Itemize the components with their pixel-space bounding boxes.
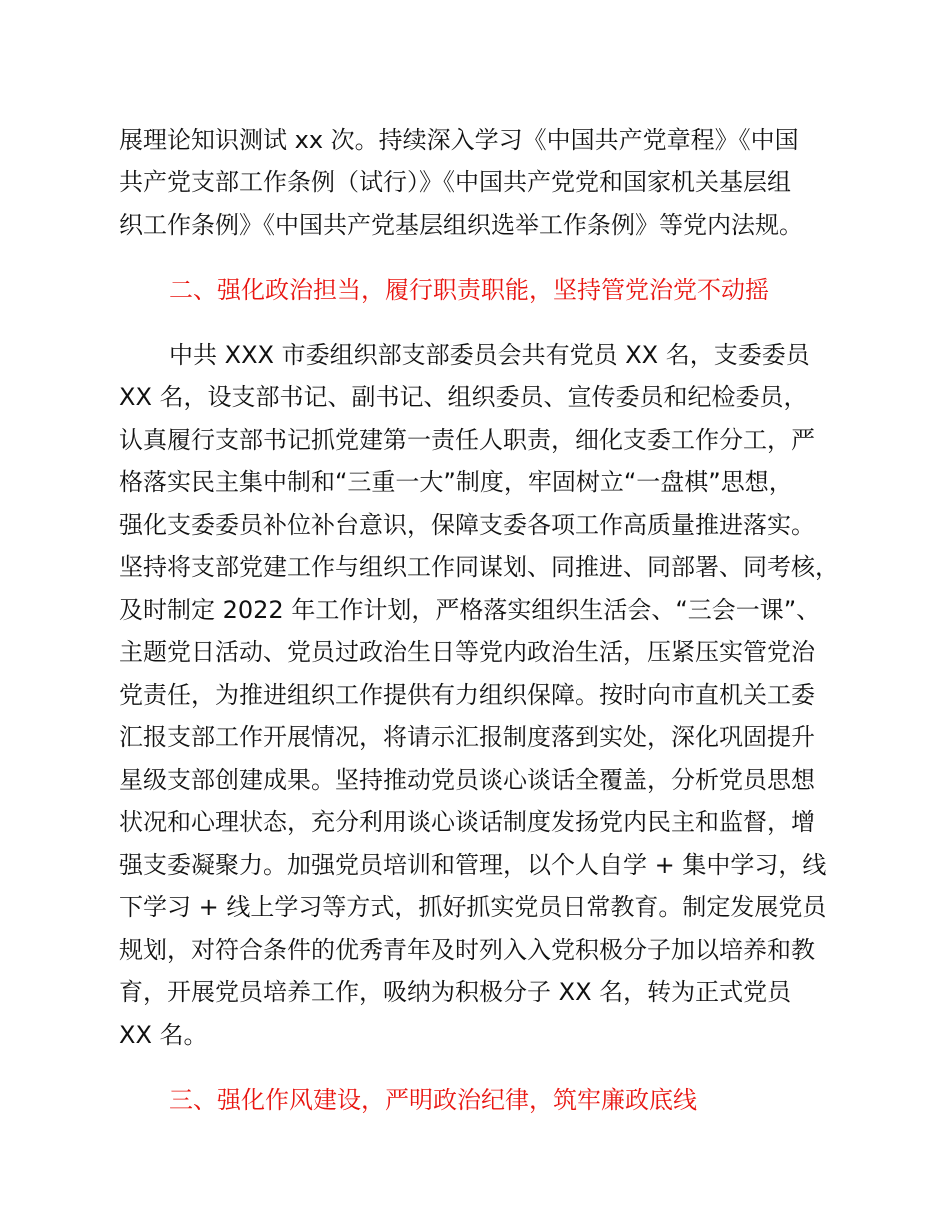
para2-line-13: 强支委凝聚力。加强党员培训和管理，以个人自学 + 集中学习，线 — [119, 851, 827, 879]
para2-line-11: 星级支部创建成果。坚持推动党员谈心谈话全覆盖，分析党员思想 — [119, 766, 815, 794]
para1-line-2: 共产党支部工作条例（试行）》《中国共产党党和国家机关基层组 — [119, 168, 791, 196]
para2-line-12: 状况和心理状态，充分利用谈心谈话制度发扬党内民主和监督，增 — [119, 808, 815, 836]
section-heading-2: 二、强化政治担当，履行职责职能，坚持管党治党不动摇 — [169, 276, 769, 304]
para2-line-17: XX 名。 — [119, 1021, 208, 1049]
para1-line-3: 织工作条例》《中国共产党基层组织选举工作条例》等党内法规。 — [119, 211, 803, 239]
para1-line-1: 展理论知识测试 xx 次。持续深入学习《中国共产党章程》《中国 — [119, 126, 799, 154]
para2-line-9: 党责任，为推进组织工作提供有力组织保障。按时向市直机关工委 — [119, 681, 815, 709]
para2-line-2: XX 名，设支部书记、副书记、组织委员、宣传委员和纪检委员， — [119, 383, 808, 411]
para2-line-16: 育，开展党员培养工作，吸纳为积极分子 XX 名，转为正式党员 — [119, 978, 792, 1006]
para2-line-7: 及时制定 2022 年工作计划，严格落实组织生活会、“三会一课”、 — [119, 596, 821, 624]
para2-line-3: 认真履行支部书记抓党建第一责任人职责，细化支委工作分工，严 — [119, 426, 815, 454]
para2-line-6: 坚持将支部党建工作与组织工作同谋划、同推进、同部署、同考核， — [119, 553, 839, 581]
section-heading-3: 三、强化作风建设，严明政治纪律，筑牢廉政底线 — [169, 1086, 697, 1114]
para2-line-8: 主题党日活动、党员过政治生日等党内政治生活，压紧压实管党治 — [119, 638, 815, 666]
para2-line-15: 规划，对符合条件的优秀青年及时列入入党积极分子加以培养和教 — [119, 936, 815, 964]
para2-line-5: 强化支委委员补位补台意识，保障支委各项工作高质量推进落实。 — [119, 511, 815, 539]
para2-line-14: 下学习 + 线上学习等方式，抓好抓实党员日常教育。制定发展党员 — [119, 893, 827, 921]
para2-line-1: 中共 XXX 市委组织部支部委员会共有党员 XX 名，支委委员 — [169, 341, 810, 369]
para2-line-10: 汇报支部工作开展情况，将请示汇报制度落到实处，深化巩固提升 — [119, 723, 815, 751]
para2-line-4: 格落实民主集中制和“三重一大”制度，牢固树立“一盘棋”思想， — [119, 468, 793, 496]
